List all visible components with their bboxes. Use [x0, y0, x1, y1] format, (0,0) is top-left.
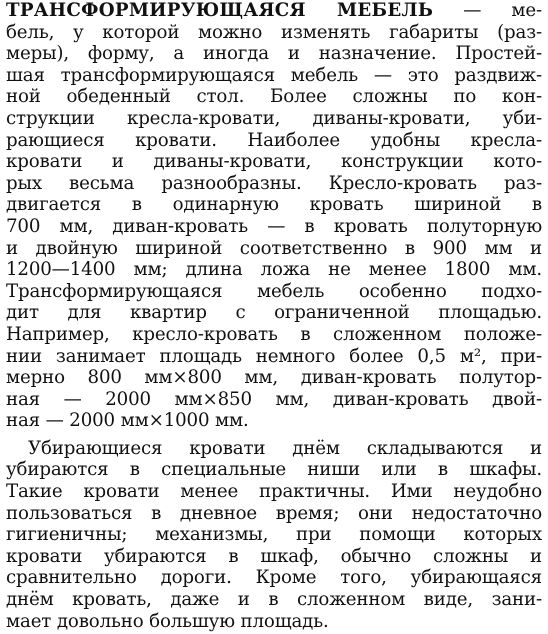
text-line: и двойную шириной соответственно в 900 мм и: [6, 237, 542, 259]
text-line: Такие кровати менее практичны. Ими неудобно: [6, 481, 542, 503]
text-line: убираются в специальные ниши или в шкафы.: [6, 459, 542, 481]
text-line: днём кровать, даже и в сложенном виде, зани-: [6, 589, 542, 611]
text-line: Трансформирующаяся мебель особенно подхо-: [6, 280, 542, 302]
text-line: Убирающиеся кровати днём складываются и: [28, 437, 542, 459]
text-line: шая трансформирующаяся мебель — это раздвиж-: [6, 64, 542, 86]
text-line: кровати убираются в шкаф, обычно сложны и: [6, 545, 542, 567]
text-line: рающиеся кровати. Наиболее удобны кресла-: [6, 129, 542, 151]
text-line: нии занимает площадь немного более 0,5 м², при-: [6, 345, 542, 367]
text-line: ная — 2000 мм×1000 мм.: [6, 410, 249, 432]
text-line: ная — 2000 мм×850 мм, диван-кровать двой-: [6, 388, 542, 410]
text-line: дит для квартир с ограниченной площадью.: [6, 302, 542, 324]
article-title: ТРАНСФОРМИРУЮЩАЯСЯ МЕБЕЛЬ: [6, 0, 434, 21]
text-line: струкции кресла-кровати, диваны-кровати, уби-: [6, 107, 542, 129]
text-line-rest: — ме-: [433, 0, 542, 21]
text-line: сравнительно дороги. Кроме того, убирающаяся: [6, 567, 542, 589]
text-line: гигиеничны; механизмы, при помощи которых: [6, 524, 542, 546]
text-line: 700 мм, диван-кровать — в кровать полуторную: [6, 215, 542, 237]
text-line: мает довольно большую площадь.: [6, 610, 329, 632]
text-line: рых весьма разнообразны. Кресло-кровать раз-: [6, 172, 542, 194]
text-line: двигается в одинарную кровать шириной в: [6, 194, 542, 216]
text-line: пользоваться в дневное время; они недостаточно: [6, 502, 542, 524]
text-line: меры), форму, а иногда и назначение. Простей-: [6, 43, 542, 65]
text-line: мерно 800 мм×800 мм, диван-кровать полутор-: [6, 367, 542, 389]
text-line: Например, кресло-кровать в сложенном положе-: [6, 323, 542, 345]
article: [6, 0, 542, 632]
text-line: [6, 0, 542, 22]
text-line: бель, у которой можно изменять габариты (раз-: [6, 21, 542, 43]
text-line: ной обеденный стол. Более сложны по кон-: [6, 86, 542, 108]
text-line: кровати и диваны-кровати, конструкции кото-: [6, 151, 542, 173]
text-line: 1200—1400 мм; длина ложа не менее 1800 мм.: [6, 259, 542, 281]
